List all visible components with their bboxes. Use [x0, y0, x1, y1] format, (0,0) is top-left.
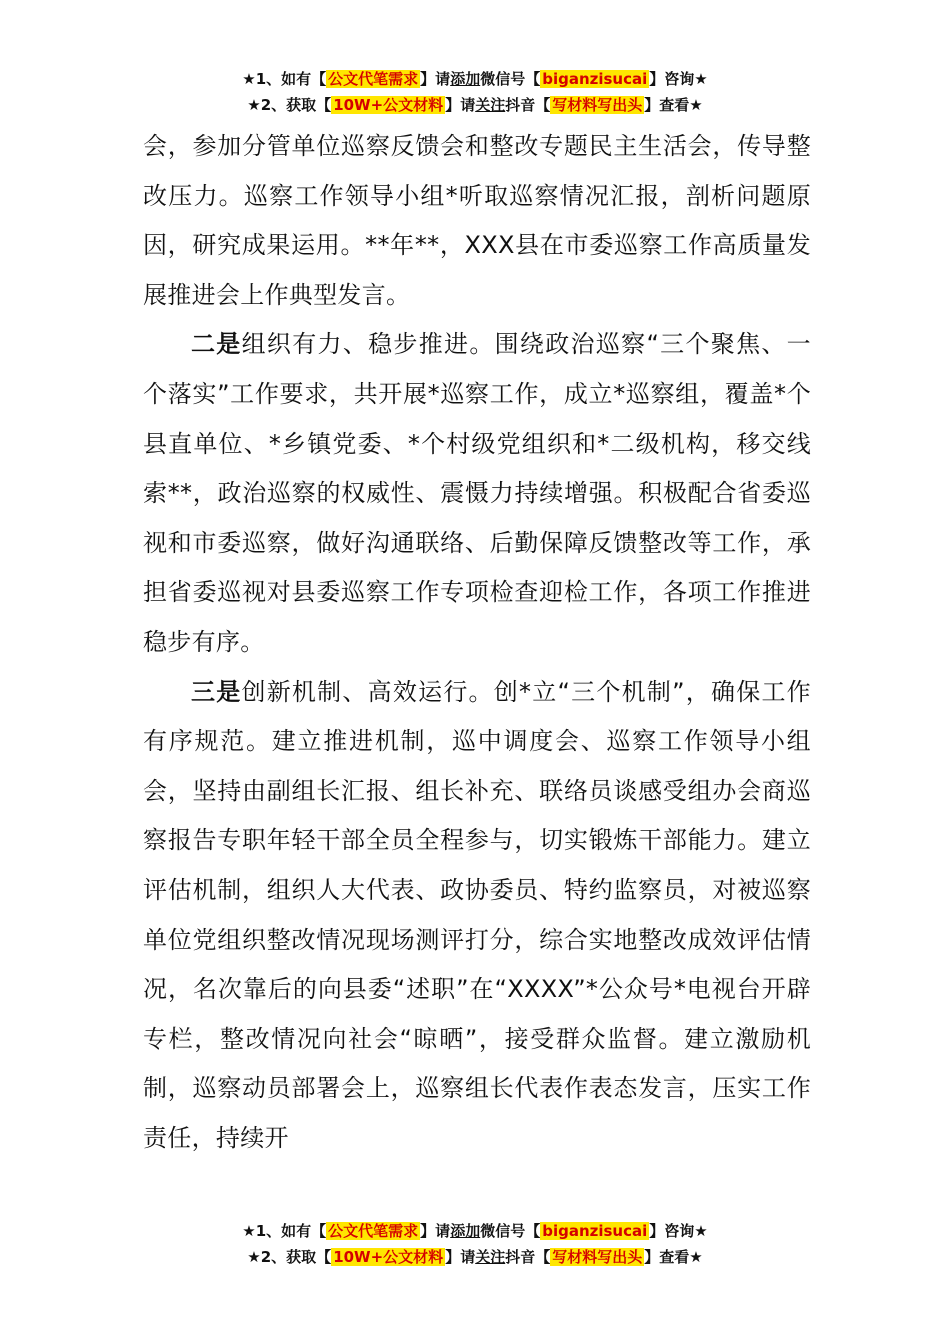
- banner-highlight: 10W+公文材料: [333, 1248, 444, 1266]
- banner-underlined-text: 关注: [475, 96, 506, 114]
- banner-line-2: [0, 92, 950, 118]
- bottom-banner: [0, 1218, 950, 1270]
- banner-underlined-text: 关注: [475, 1248, 506, 1266]
- paragraph-1: [143, 122, 811, 320]
- banner-highlight: 10W+公文材料: [333, 96, 444, 114]
- banner-text: 抖音【: [505, 96, 551, 114]
- paragraph-2: [143, 320, 811, 667]
- banner-underlined-text: 添加: [450, 1222, 481, 1240]
- banner-text: ★2、获取【: [247, 96, 332, 114]
- top-banner: [0, 66, 950, 118]
- banner-line-2: [0, 1244, 950, 1270]
- banner-highlight: 写材料写出头: [552, 1248, 643, 1266]
- banner-highlight: biganzisucai: [542, 1222, 648, 1240]
- banner-underlined-text: 添加: [450, 70, 481, 88]
- banner-text: ★1、如有【: [242, 70, 327, 88]
- banner-text: 】请: [445, 1248, 476, 1266]
- banner-text: 】请: [420, 70, 451, 88]
- banner-highlight: 写材料写出头: [552, 96, 643, 114]
- banner-text: 】请: [445, 96, 476, 114]
- paragraph-text: 组织有力、稳步推进。围绕政治巡察“三个聚焦、一个落实”工作要求，共开展*巡察工作，成立*巡察组，覆盖*个县直单位、*乡镇党委、*个村级党组织和*二级机构，移交线索**，政治巡察的权威性、震慑力持续增强。积极配合省委巡视和市委巡察，做好沟通联络、后勤保障反馈整改等工作，承担省委巡视对县委巡察工作专项检查迎检工作，各项工作推进稳步有序。: [143, 330, 811, 656]
- paragraph-text: 会，参加分管单位巡察反馈会和整改专题民主生活会，传导整改压力。巡察工作领导小组*听取巡察情况汇报，剖析问题原因，研究成果运用。**年**，XXX县在市委巡察工作高质量发展推进会上作典型发言。: [143, 132, 811, 309]
- paragraph-text: 创新机制、高效运行。创*立“三个机制”，确保工作有序规范。建立推进机制，巡中调度会、巡察工作领导小组会，坚持由副组长汇报、组长补充、联络员谈感受组办会商巡察报告专职年轻干部全员全程参与，切实锻炼干部能力。建立评估机制，组织人大代表、政协委员、特约监察员，对被巡察单位党组织整改情况现场测评打分，综合实地整改成效评估情况，名次靠后的向县委“述职”在“XXXX”*公众号*电视台开辟专栏，整改情况向社会“晾晒”，接受群众监督。建立激励机制，巡察动员部署会上，巡察组长代表作表态发言，压实工作责任，持续开: [143, 677, 811, 1152]
- banner-text: 】查看★: [644, 1248, 703, 1266]
- banner-line-1: [0, 1218, 950, 1244]
- banner-text: 】查看★: [644, 96, 703, 114]
- paragraph-lead: 二是: [191, 330, 242, 359]
- banner-text: 微信号【: [480, 1222, 541, 1240]
- banner-highlight: 公文代笔需求: [328, 1222, 419, 1240]
- banner-text: ★2、获取【: [247, 1248, 332, 1266]
- banner-highlight: 公文代笔需求: [328, 70, 419, 88]
- paragraph-lead: 三是: [191, 677, 242, 706]
- banner-highlight: biganzisucai: [542, 70, 648, 88]
- banner-text: 】请: [420, 1222, 451, 1240]
- banner-text: 微信号【: [480, 70, 541, 88]
- banner-text: 】咨询★: [649, 70, 708, 88]
- banner-text: ★1、如有【: [242, 1222, 327, 1240]
- banner-text: 】咨询★: [649, 1222, 708, 1240]
- paragraph-3: [143, 668, 811, 1164]
- banner-line-1: [0, 66, 950, 92]
- document-body: [143, 122, 811, 1163]
- banner-text: 抖音【: [505, 1248, 551, 1266]
